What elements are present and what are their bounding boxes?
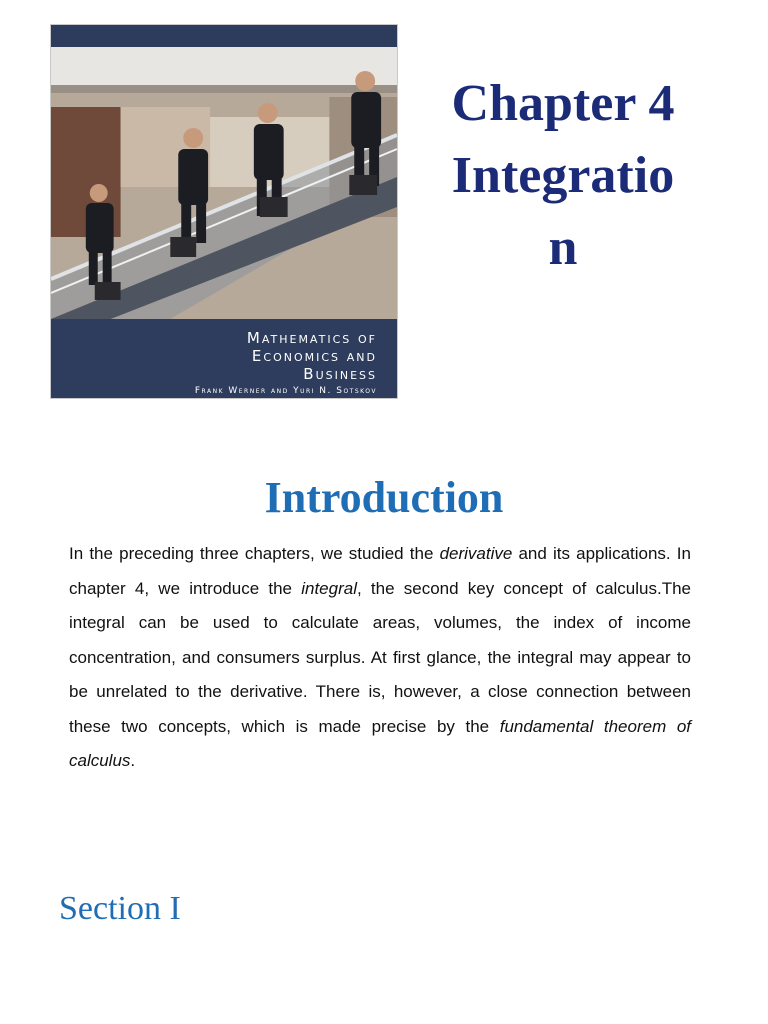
- introduction-paragraph: [69, 537, 691, 779]
- intro-term-derivative: derivative: [439, 544, 513, 563]
- cover-title-panel: [51, 319, 397, 399]
- section-heading: Section I: [59, 890, 181, 927]
- introduction-heading: Introduction: [264, 473, 504, 522]
- book-cover: [50, 24, 398, 399]
- intro-text-4: .: [130, 751, 136, 770]
- chapter-title-line-2: Integratio: [451, 147, 675, 204]
- chapter-title-line-1: Chapter 4: [451, 75, 675, 132]
- intro-text-2: and its applications. In chapter 4, we introduce the: [69, 544, 691, 598]
- intro-text-3: , the second key concept of calculus.The integral can be used to calculate areas, volumes, the index of income concentration, and consumers surplus. At first glance, the integral may appear to be unrelated to the derivative. There is, however, a close connection between these two concepts, which is made precise by the: [69, 578, 692, 736]
- book-authors: Frank Werner and Yuri N. Sotskov: [194, 386, 377, 396]
- chapter-title-line-3: n: [548, 219, 578, 276]
- cover-photo-escalator: [51, 47, 397, 319]
- intro-term-integral: integral: [301, 578, 357, 598]
- book-title: Mathematics of Economics and Business: [246, 329, 377, 383]
- intro-term-fundamental-theorem: fundamental theorem of calculus: [69, 716, 691, 770]
- chapter-title: [428, 68, 698, 284]
- cover-top-band: [51, 25, 397, 47]
- intro-text-1: In the preceding three chapters, we studied the: [69, 544, 440, 563]
